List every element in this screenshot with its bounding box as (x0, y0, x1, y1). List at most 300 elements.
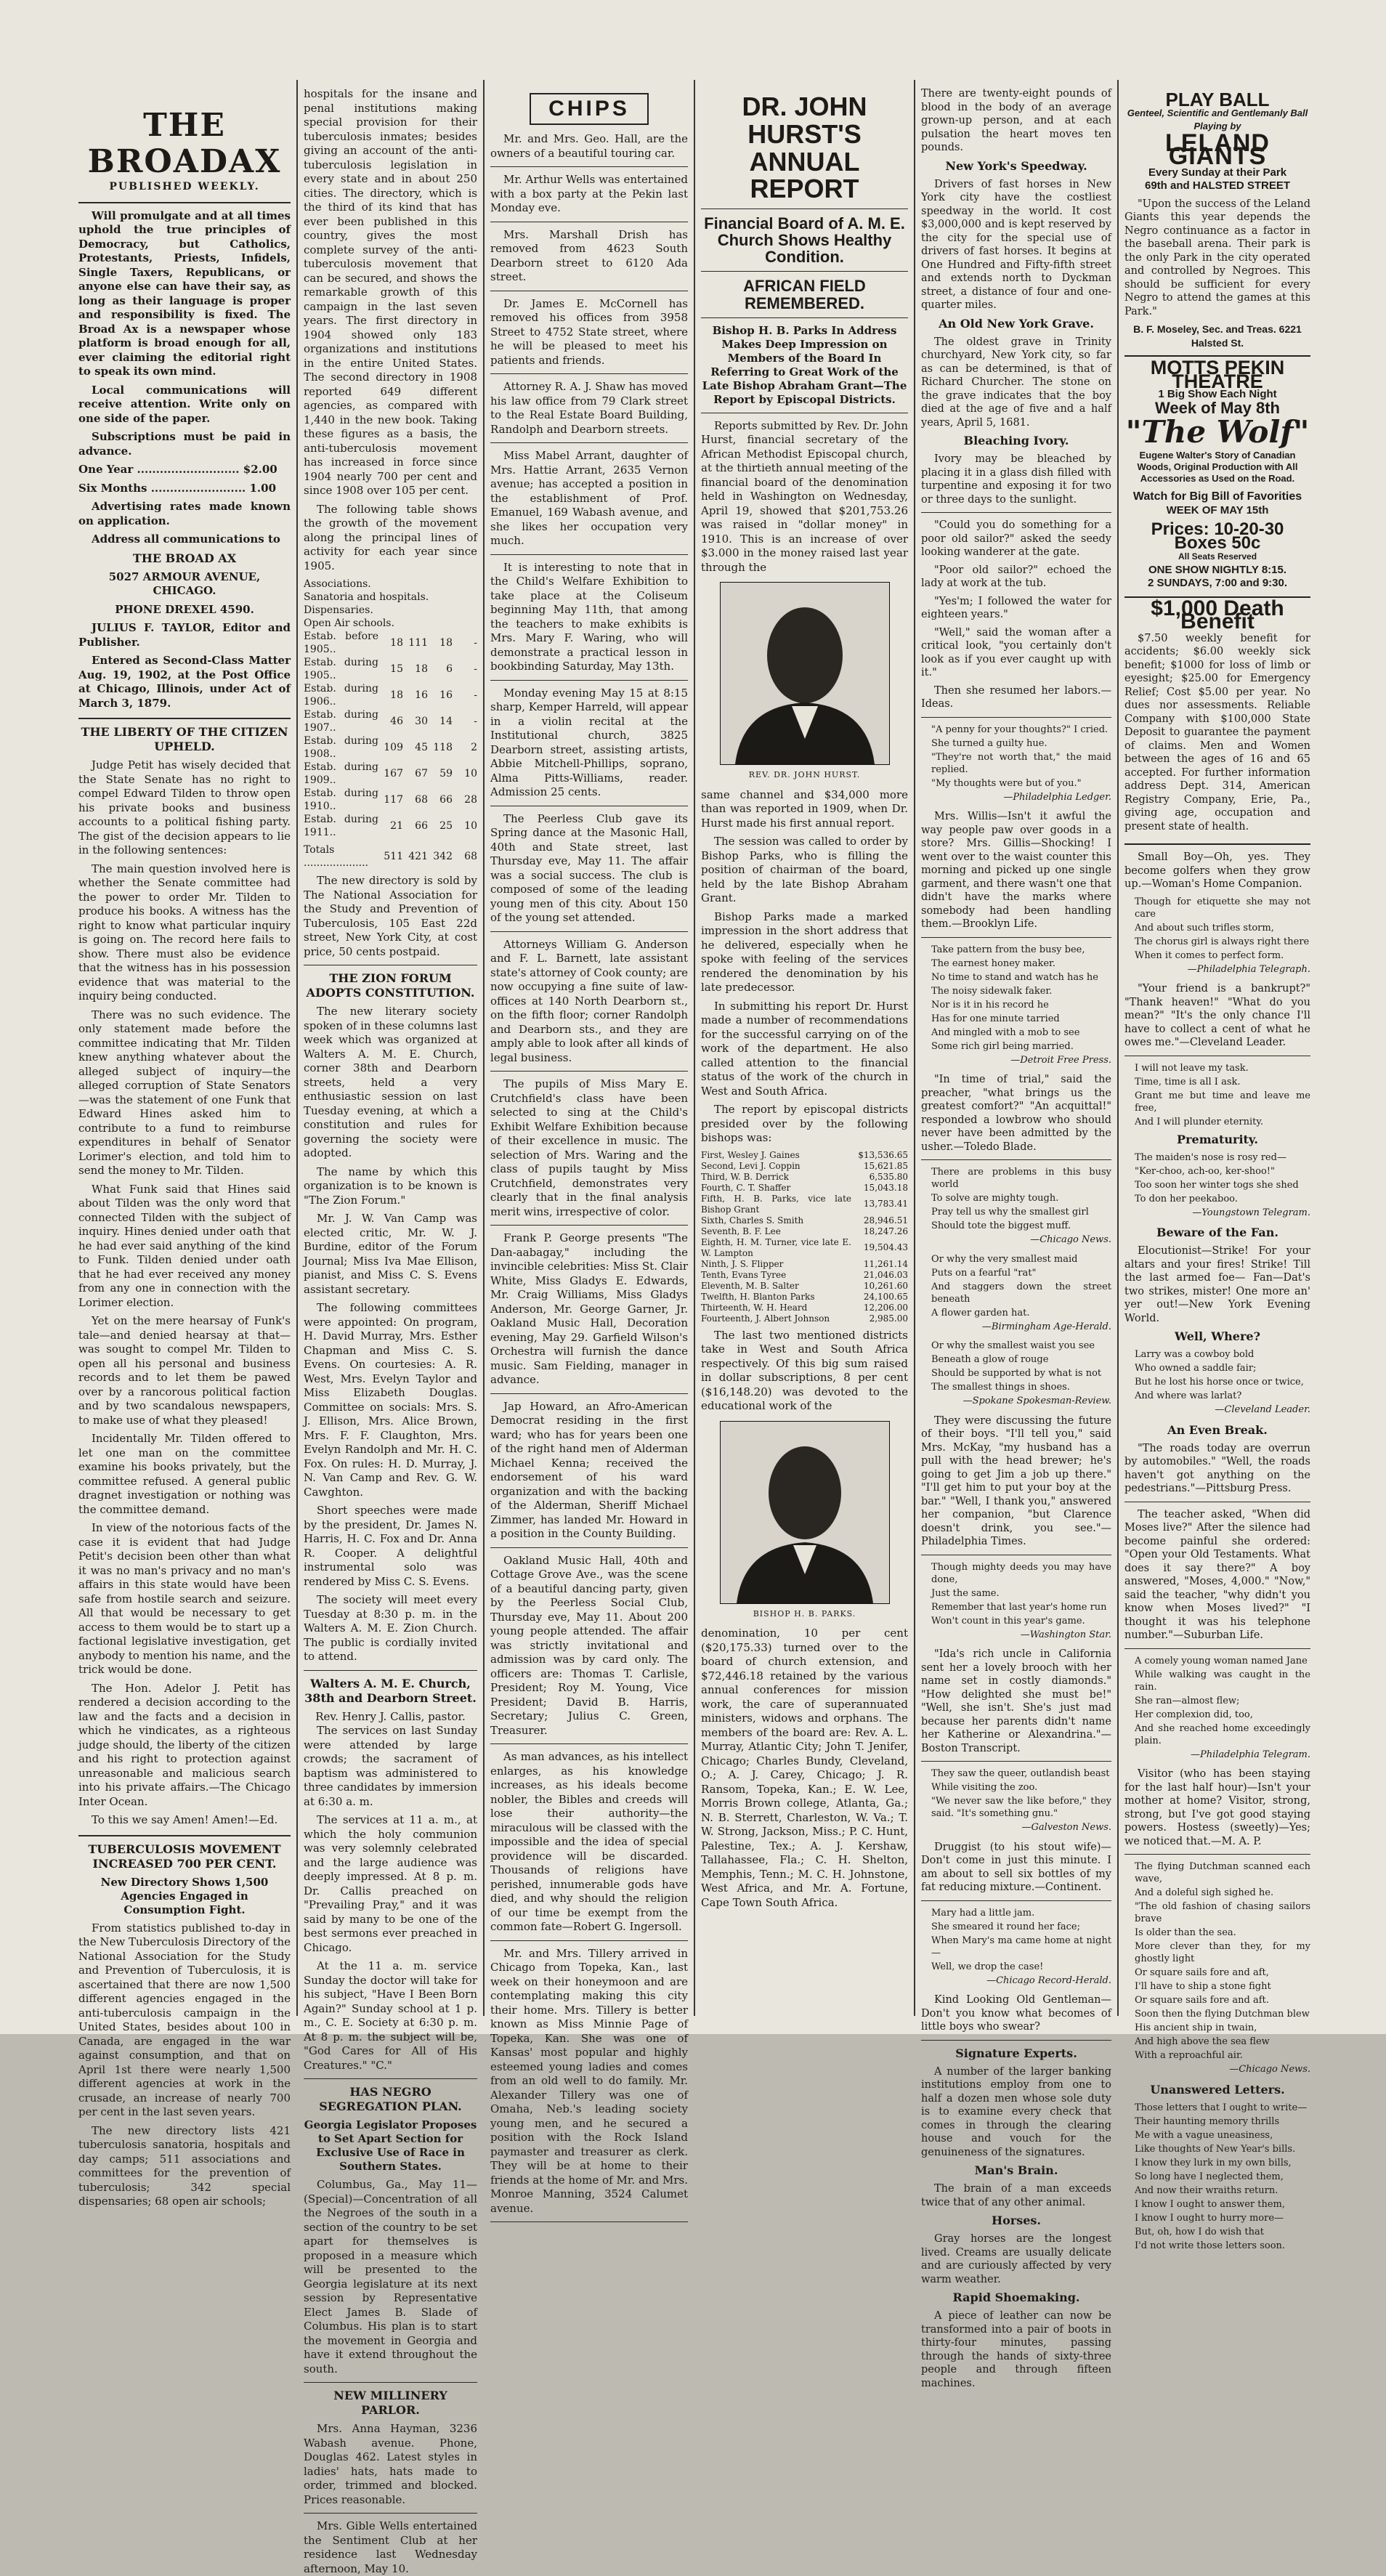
table-row (701, 1183, 908, 1194)
rate-six-months: Six Months ......................... 1.00 (78, 481, 277, 495)
table-row (701, 1237, 908, 1259)
paragraph: In submitting his report Dr. Hurst made a number of recommendations for the successful carrying on of the work of the department. He also called attention to the financial status of the work of the church in West and South Africa. (701, 999, 908, 1098)
verse-line: The noisy sidewalk faker. (931, 985, 1053, 997)
hurst-headline-1: DR. JOHN HURST'S (742, 92, 867, 149)
paragraph: "Could you do something for a poor old sailor?" asked the seedy looking wanderer at the gate. (921, 519, 1111, 558)
cell: 67 (415, 768, 428, 779)
cell: 28 (464, 794, 477, 806)
table-headings (304, 578, 477, 630)
source: —Youngstown Telegram. (1192, 1207, 1310, 1218)
cell: 18 (439, 637, 453, 649)
paragraph: Druggist (to his stout wife)—Don't come in just this minute. I am about to sell six bottles of my fat reducing mixture.—Continent. (921, 1841, 1111, 1893)
verse-line: Beneath a glow of rouge (931, 1354, 1049, 1365)
verse-line: With a reproachful air. (1135, 2050, 1243, 2061)
paragraph: The following committees were appointed: On program, H. David Murray, Mrs. Esther Chapman and Miss C. S. Evens. On courtesies: A. R. West, Mrs. Evelyn Taylor and Miss Elizabeth Douglas. Committee on socials: Mrs. S. J. Ellison, Mrs. Alice Brown, Mrs. F. F. Claughton, Mrs. Evelyn Randolph and Mr. H. C. Fox. On rules: H. D. Murray, J. N. Van Camp and Rev. G. W. Cawghton. (304, 1301, 477, 1499)
published-weekly: PUBLISHED WEEKLY. (109, 181, 260, 193)
cell: 111 (408, 637, 428, 649)
divider (490, 1743, 688, 1744)
paragraph: The report by episcopal districts presided over by the following bishops was: (701, 1103, 908, 1145)
verse-problems (921, 1166, 1111, 1409)
cell: 11,261.14 (863, 1258, 908, 1269)
table-row (701, 1292, 908, 1303)
source: —Philadelphia Telegram. (1190, 1749, 1310, 1760)
cell: 18,247.26 (863, 1226, 908, 1236)
verse-line: And where was larlat? (1135, 1390, 1242, 1401)
verse-line: Or square sails fore and aft, (1135, 1967, 1269, 1978)
paragraph: The services on last Sunday were attended by large crowds; the sacrament of baptism was administered to three candidates by immersion at 6:30 a. m. (304, 1724, 477, 1808)
column-3 (485, 87, 694, 2215)
cell: 21 (390, 820, 403, 832)
verse-line: To don her peekaboo. (1135, 1193, 1238, 1204)
ad-line: 1 Big Show Each Night (1158, 388, 1277, 400)
verse-line: I know they lurk in my own bills, (1135, 2157, 1292, 2168)
ad-title: PLAY BALL (1165, 89, 1270, 110)
cell: - (474, 663, 477, 675)
divider (490, 1393, 688, 1394)
paragraph: "Poor old sailor?" echoed the lady at work at the tub. (921, 564, 1111, 589)
list-item: Miss Mabel Arrant, daughter of Mrs. Hattie Arrant, 2635 Vernon avenue; has accepted a position in the establishment of Prof. Emanuel, 169 Wabash avenue, and she likes her occupation very much. (490, 449, 688, 547)
source: —Spokane Spokesman-Review. (962, 1396, 1111, 1406)
paragraph: Kind Looking Old Gentleman—Don't you know what becomes of little boys who swear? (921, 1994, 1111, 2033)
paragraph: "Your friend is a bankrupt?" "Thank heaven!" "What do you mean?" "It's the only chance I'll have to collect a cent of what he owes me."—Cleveland Leader. (1124, 983, 1310, 1048)
verse-beast (921, 1767, 1111, 1835)
cell: Sixth, Charles S. Smith (701, 1215, 804, 1226)
growth-totals (304, 843, 477, 870)
verse-letters (1124, 2102, 1310, 2252)
signature-headline: Signature Experts. (955, 2046, 1077, 2060)
column-6 (1119, 87, 1316, 2251)
paragraph: Yet on the mere hearsay of Funk's tale—and denied hearsay at that—was sought to compel Mr. Tilden to open all his personal and business records and to let them be pawed over by a rancorous political faction and by two scandalous newspapers, to make use of what they pleased! (78, 1314, 291, 1427)
verse-line: Though mighty deeds you may have done, (931, 1561, 1111, 1585)
ad-line: WEEK OF MAY 15th (1166, 503, 1269, 517)
verse-line: To solve are mighty tough. (931, 1193, 1059, 1204)
cell: $13,536.65 (858, 1149, 908, 1160)
advance-note: Subscriptions must be paid in advance. (78, 430, 291, 458)
cell: 117 (384, 794, 403, 806)
verse-line: And a doleful sigh sighed he. (1135, 1887, 1274, 1898)
paragraph: denomination, 10 per cent ($20,175.33) turned over to the board of church extension, and $72,446.18 retained by the various annual conferences for mission work, the care of superannuated ministers, widows and orphans. The members of the board are: Rev. A. L. Murray, Atlantic City; John T. Jenifer, Chicago; Charles Bundy, Cleveland, O.; A. J. Carey, Chicago; J. R. Ransom, Topeka, Kan.; E. W. Lee, Morris Brown college, Atlanta, Ga.; N. B. Sterrett, Charleston, W. Va.; T. W. Strong, Jackson, Miss.; P. C. Hunt, Palestine, Tex.; A. J. Kershaw, Tallahassee, Fla.; C. H. Shelton, Memphis, Tenn.; M. C. H. Johnstone, West Africa, and Mr. A. Fortune, Cape Town South Africa. (701, 1627, 908, 1909)
verse-line: Is older than the sea. (1135, 1927, 1236, 1938)
cell: 18 (390, 637, 403, 649)
cell: 342 (433, 851, 453, 862)
where-headline: Well, Where? (1175, 1329, 1260, 1343)
cell: Tenth, Evans Tyree (701, 1269, 787, 1280)
paragraph: What Funk said that Hines said about Tilden was the only word that connected Tilden with the subject of inquiry. Hines denied under oath that he had ever said anything of the kind to Funk. Tilden denied under oath that he had ever received any money from any one in connection with the Lorimer election. (78, 1182, 291, 1309)
verse-line: They saw the queer, outlandish beast (931, 1768, 1110, 1779)
table-row (304, 734, 477, 761)
table-row (701, 1226, 908, 1237)
tuberculosis-headline: TUBERCULOSIS MOVEMENT INCREASED 700 PER CENT. (88, 1842, 281, 1871)
segregation-headline: HAS NEGRO SEGREGATION PLAN. (319, 2085, 462, 2113)
table-row (701, 1215, 908, 1226)
verse-line: I know I ought to hurry more— (1135, 2212, 1284, 2224)
source: —Birmingham Age-Herald. (981, 1321, 1111, 1332)
local-note: Local communications will receive attention. Write only on one side of the paper. (78, 383, 291, 425)
cell: 2,985.00 (869, 1313, 908, 1324)
caption-parks: BISHOP H. B. PARKS. (753, 1608, 856, 1619)
cell: Fourth, C. T. Shaffer (701, 1182, 791, 1193)
cell: 45 (415, 742, 428, 753)
ad-line: Week of May 8th (1155, 398, 1280, 417)
list-item: Monday evening May 15 at 8:15 sharp, Kemper Harreld, will appear in a violin recital at the Institutional church, 3825 Dearborn street, assisting artists, Abbie Mitchell-Phillips, soprano, Alma Pitts-Williams, reader. Admission 25 cents. (490, 686, 688, 798)
ad-rates: Advertising rates made known on application. (78, 500, 291, 527)
paragraph: There are twenty-eight pounds of blood in the body of an average grown-up person, and at each pulsation the heart moves ten pounds. (921, 88, 1111, 153)
portrait-icon (721, 583, 889, 764)
cell: Eleventh, M. B. Salter (701, 1280, 799, 1291)
divider (490, 442, 688, 443)
paragraph: Judge Petit has wisely decided that the State Senate has no right to compel Edward Tilden to throw open his private books and business accounts to a political fishing party. The gist of the decision appears to lie in the following sentences: (78, 758, 291, 856)
paragraph: Visitor (who has been staying for the last half hour)—Isn't your mother at home? Visitor, strong, strong, but I've got good staying powers. Hostess (sweetly)—Yes; we noticed that.—M. A. P. (1124, 1768, 1310, 1847)
tuberculosis-deck: New Directory Shows 1,500 Agencies Engaged in Consumption Fight. (100, 1875, 269, 1916)
portrait-bishop-parks (720, 1421, 890, 1604)
liberty-headline: THE LIBERTY OF THE CITIZEN UPHELD. (81, 725, 288, 753)
source: —Philadelphia Ledger. (1003, 791, 1111, 803)
verse-line: While visiting the zoo. (931, 1782, 1038, 1793)
table-row (701, 1259, 908, 1270)
cell: First, Wesley J. Gaines (701, 1149, 800, 1160)
verse-line: And high above the sea flew (1135, 2036, 1270, 2047)
divider (490, 680, 688, 681)
cell: - (474, 637, 477, 649)
cell: 6 (446, 663, 453, 675)
list-item: Attorney R. A. J. Shaw has moved his law office from 79 Clark street to the Real Estate Board Building, Randolph and Dearborn streets. (490, 380, 688, 436)
verse-line: Soon then the flying Dutchman blew (1135, 2009, 1310, 2020)
verse-dutchman (1124, 1860, 1310, 2077)
source: —Chicago News. (1229, 2064, 1310, 2075)
verse-prematurity (1124, 1151, 1310, 1220)
divider (490, 1071, 688, 1072)
verse-line: She turned a guilty hue. (931, 737, 1047, 749)
paragraph: In view of the notorious facts of the case it is evident that had Judge Petit's decision been other than what it was no man's privacy and no man's affairs in this state would have been safe from hostile search and seizure. All that would be necessary to get access to them would be to start up a factional legislative investigation, get anybody to mention his name, and the trick would be done. (78, 1521, 291, 1676)
cell: Estab. during 1911.. (304, 814, 378, 838)
paragraph: From statistics published to-day in the New Tuberculosis Directory of the National Association for the Study and Prevention of Tuberculosis, it is ascertained that there are now 1,500 different agencies engaged in the anti-tuberculosis campaign in the United States, besides about 100 in Canada, are engaged in the war against consumption, and that on April 1st there were nearly 1,500 different agencies at work in the crusade, an increase of nearly 700 per cent in the last seven years. (78, 1921, 291, 2118)
cell: 10 (464, 820, 477, 832)
source: —Philadelphia Telegraph. (1187, 963, 1310, 975)
verse-maids (1124, 896, 1310, 977)
verse-line: The smallest things in shoes. (931, 1382, 1070, 1393)
cell: 421 (408, 851, 428, 862)
verse-line: Remember that last year's home run (931, 1601, 1107, 1613)
cell: Estab. before 1905.. (304, 631, 378, 655)
paragraph: A number of the larger banking institutions employ from one to half a dozen men whose sole duty is to examine every check that comes in through the clearing house and vouch for the genuineness of the signatures. (921, 2065, 1111, 2158)
table-row (701, 1303, 908, 1313)
hurst-deck-3: Bishop H. B. Parks In Address Makes Deep Impression on Members of the Board In Referring to Great Work of the Late Bishop Abraham Grant—The Report by Episcopal Districts. (702, 323, 907, 406)
list-item: It is interesting to note that in the Child's Welfare Exhibition to take place at the Coliseum beginning May 11th, that among the teachers to make exhibits is Mrs. Mary F. Waring, who will demonstrate a practical lesson in bookbinding Saturday, May 13th. (490, 560, 688, 673)
divider (490, 373, 688, 374)
cell: 15,621.85 (863, 1160, 908, 1171)
verse-line: Should be supported by what is not (931, 1368, 1102, 1379)
cell: 46 (390, 716, 403, 727)
verse-line: Who owned a saddle fair; (1135, 1363, 1257, 1374)
cell: Estab. during 1905.. (304, 657, 378, 681)
paragraph: "In time of trial," said the preacher, "what brings us the greatest comfort?" "An acquittal!" responded a lowbrow who should never have been admitted by the usher.—Toledo Blade. (921, 1074, 1111, 1153)
cell: 68 (415, 794, 428, 806)
cell: 68 (464, 851, 477, 862)
paragraph: The session was called to order by Bishop Parks, who is filling the position of chairman of the board, held by the late Bishop Abraham Grant. (701, 835, 908, 905)
paragraph: The oldest grave in Trinity churchyard, New York city, so far as can be determined, is that of Richard Churcher. The stone on the grave indicates that the boy died at the age of five and a half years, April 5, 1681. (921, 336, 1111, 429)
portrait-john-hurst (720, 582, 890, 765)
list-item: Mr. Arthur Wells was entertained with a box party at the Pekin last Monday eve. (490, 173, 688, 214)
phone: PHONE DREXEL 4590. (115, 602, 254, 616)
hurst-headline-2: ANNUAL REPORT (749, 146, 860, 204)
verse-line: Grant me but time and leave me free, (1135, 1090, 1310, 1114)
list-item: The pupils of Miss Mary E. Crutchfield's class have been selected to sing at the Child's Exhibit Welfare Exhibition because of their excellence in music. The selection of Mrs. Waring and the class of pupils taught by Miss Crutchfield, demonstrates very clearly that in the final analysis merit wins, irrespective of color. (490, 1077, 688, 1218)
cell: 10 (464, 768, 477, 779)
paragraph: Drivers of fast horses in New York city have the costliest speedway in the world. It cost $3,000,000 and is kept reserved by the city for the special use of drivers of fast horses. It begins at One Hundred and Fifty-fifth street and extends north to Dyckman street, a distance of four and one-quarter miles. (921, 178, 1111, 311)
verse-line: Me with a vague uneasiness, (1135, 2129, 1273, 2141)
segregation-deck: Georgia Legislator Proposes to Set Apart Section for Exclusive Use of Race in Southern States. (304, 2118, 477, 2173)
source: —Chicago Record-Herald. (986, 1974, 1111, 1986)
cell: Ninth, J. S. Flipper (701, 1258, 784, 1269)
verse-line: The flying Dutchman scanned each wave, (1135, 1861, 1310, 1884)
verse-line: Should tote the biggest muff. (931, 1220, 1071, 1231)
source: —Detroit Free Press. (1010, 1054, 1111, 1066)
portrait-icon (721, 1422, 889, 1603)
paragraph: "Ida's rich uncle in California sent her a lovely brooch with her name set in costly diamonds." "How delighted she must be!" "Well, she isn't. She's just mad because her parents didn't name her Katherine or Alexandrina."—Boston Transcript. (921, 1648, 1111, 1754)
verse-line: While walking was caught in the rain. (1135, 1669, 1310, 1693)
table-row (701, 1313, 908, 1324)
cell: 59 (439, 768, 453, 779)
ad-line: All Seats Reserved (1178, 551, 1257, 562)
cell: 18 (415, 663, 428, 675)
paragraph: A piece of leather can now be transformed into a pair of boots in thirty-four minutes, passing through the hands of sixty-three people and through fifteen machines. (921, 2310, 1111, 2389)
verse-line: Too soon her winter togs she shed (1135, 1179, 1299, 1191)
heading: Associations. (304, 578, 371, 590)
cell: 15,043.18 (863, 1182, 908, 1193)
cell: 21,046.03 (863, 1269, 908, 1280)
paragraph: The services at 11 a. m., at which the holy communion was very solemnly celebrated and the large audience was deeply impressed. At 8 p. m. Dr. Callis preached on "Prevailing Pray," and it was said by many to be one of the best sermons ever preached in Chicago. (304, 1813, 477, 1954)
verse-line: Or square sails fore and aft. (1135, 1995, 1269, 2006)
verse-line: The earnest honey maker. (931, 957, 1055, 969)
cell: - (474, 689, 477, 701)
table-row (304, 787, 477, 813)
paragraph: "The roads today are overrun by automobiles." "Well, the roads haven't got anything on the pedestrians."—Pittsburg Press. (1124, 1442, 1310, 1494)
paragraph: The new literary society spoken of in these columns last week which was organized at Walters A. M. E. Church, corner 38th and Dearborn streets, held a very enthusiastic session on last Tuesday evening, at which a constitution and rules for governing the society were adopted. (304, 1005, 477, 1159)
cell: 66 (415, 820, 428, 832)
paragraph: "Yes'm; I followed the water for eighteen years." (921, 595, 1111, 620)
verse-line: Their haunting memory thrills (1135, 2115, 1280, 2127)
paragraph: Bishop Parks made a marked impression in the short address that he delivered, especially when he spoke with feeling of the services rendered the denomination by his late predecessor. (701, 910, 908, 995)
table-row (701, 1150, 908, 1161)
paragraph: The society will meet every Tuesday at 8:30 p. m. in the Walters A. M. E. Zion Church. The public is cordially invited to attend. (304, 1593, 477, 1663)
verse-line: And now their wraiths return. (1135, 2184, 1278, 2196)
table-row (304, 843, 477, 870)
cell: 28,946.51 (863, 1215, 908, 1226)
cell: Estab. during 1906.. (304, 683, 378, 708)
paragraph: hospitals for the insane and penal institutions making special provision for their tuberculosis inmates; besides giving an account of the anti-tuberculosis legislation in every state and in about 250 cities. The directory, which is the third of its kind that has ever been published in this country, gives the most complete survey of the anti-tuberculosis movement that can be secured, and shows the remarkable growth of this campaign in the last seven years. The first directory in 1904 showed only 183 organizations and institutions in the entire United States. The second directory in 1908 reported 649 different agencies, as compared with 1,440 in the new book. Taking these figures as a basis, the anti-tuberculosis movement has increased in force since 1904 nearly 700 per cent and since 1908 over 105 per cent. (304, 87, 477, 497)
paragraph: $7.50 weekly benefit for accidents; $6.00 weekly sick benefit; $1000 for loss of limb or eyesight; $25.00 for Emergency Relief; Cost $5.00 per year. No dues nor assessments. Reliable Company with $100,000 State Deposit to guarantee the payment of claims. Men and Women between the ages of 16 and 65 accepted. For further information address Dept. 314, American Registry Company, Erie, Pa., giving age, occupation and present state of health. (1124, 632, 1310, 833)
verse-line: The maiden's nose is rosy red— (1135, 1151, 1286, 1163)
rate-one-year: One Year ........................... $2.00 (78, 463, 277, 476)
paragraph: The brain of a man exceeds twice that of any other animal. (921, 2183, 1111, 2208)
paragraph: "Well," said the woman after a critical look, "you certainly don't look as if you ever caught up with it." (921, 626, 1111, 679)
verse-line: Take pattern from the busy bee, (931, 944, 1085, 955)
list-item: Jap Howard, an Afro-American Democrat residing in the first ward; who has for years been one of the right hand men of Alderman Michael Kenna; received the endorsement of his ward organization and with the backing of the Alderman, Sheriff Michael Zimmer, has landed Mr. Howard in a position in the County Building. (490, 1399, 688, 1540)
paragraph: Mr. J. W. Van Camp was elected critic, Mr. W. J. Burdine, editor of the Forum Journal; Miss Iva Mae Ellison, pianist, and Miss C. S. Evens assistant secretary. (304, 1212, 477, 1296)
paragraph: To this we say Amen! Amen!—Ed. (92, 1813, 278, 1826)
verse-task (1124, 1062, 1310, 1128)
ad-line: B. F. Moseley, Sec. and Treas. 6221 Halsted St. (1133, 323, 1302, 349)
verse-line: No time to stand and watch has he (931, 971, 1098, 983)
verse-line: Like thoughts of New Year's bills. (1135, 2143, 1296, 2155)
ad-prices: Prices: 10-20-30 Boxes 50c (1151, 519, 1284, 553)
list-item: Dr. James E. McCornell has removed his offices from 3958 Street to 4752 State street, where he will be pleased to meet his patients and friends. (490, 296, 688, 367)
paragraph: The last two mentioned districts take in West and South Africa respectively. Of this big sum raised in dollar subscriptions, 8 per cent ($16,148.20) was devoted to the educational work of the (701, 1328, 908, 1413)
table-row (701, 1281, 908, 1292)
verse-line: Larry was a cowboy bold (1135, 1349, 1255, 1360)
verse-line: A flower garden hat. (931, 1307, 1030, 1319)
street-address: 5027 ARMOUR AVENUE, CHICAGO. (108, 570, 261, 597)
ad-line: Eugene Walter's Story of Canadian Woods, Original Production with All Accessories as Used on the Road. (1137, 450, 1298, 484)
cell: 511 (384, 851, 403, 862)
column-5 (915, 87, 1117, 2389)
table-row (304, 682, 477, 708)
verse-line: Pray tell us why the smallest girl (931, 1207, 1089, 1218)
table-row (701, 1270, 908, 1281)
cell: Second, Levi J. Coppin (701, 1160, 801, 1171)
ad-title: MOTTS PEKIN THEATRE (1150, 357, 1285, 392)
divider (490, 554, 688, 555)
editor: JULIUS F. TAYLOR, Editor and Publisher. (78, 621, 291, 649)
verse-penny (921, 724, 1111, 805)
paragraph: They were discussing the future of their boys. "I'll tell you," said Mrs. McKay, "my husband has a pull with the head brewer; he's going to get Jim a job up there." "I'll get him to put your boy at the bar." "Well, I thank you," answered her companion, "but Clarence doesn't drink, you see."—Philadelphia Times. (921, 1414, 1111, 1547)
column-1 (73, 87, 296, 2208)
cell: 167 (384, 768, 403, 779)
source: —Galveston News. (1021, 1822, 1111, 1833)
district-table (701, 1150, 908, 1324)
cell: Eighth, H. M. Turner, vice late E. W. Lampton (701, 1236, 851, 1258)
verse-line: His ancient ship in twain, (1135, 2022, 1257, 2033)
list-item: Mr. and Mrs. Geo. Hall, are the owners of a beautiful touring car. (490, 132, 688, 160)
cell: - (474, 716, 477, 727)
verse-line: "They're not worth that," the maid replied. (931, 751, 1111, 775)
cell: Estab. during 1909.. (304, 761, 378, 786)
verse-line: And mingled with a mob to see (931, 1026, 1080, 1038)
column-4 (695, 87, 914, 2016)
heading: Sanatoria and hospitals. (304, 591, 429, 603)
verse-line: So long have I neglected them, (1135, 2171, 1284, 2182)
cell: 13,783.41 (863, 1199, 908, 1210)
verse-line: And about such trifles storm, (1135, 922, 1274, 933)
cell: 18 (390, 689, 403, 701)
list-item: Oakland Music Hall, 40th and Cottage Grove Ave., was the scene of a beautiful dancing party, given by the Peerless Social Club, Thursday eve, May 11. About 200 young people attended. The affair was strictly invitational and admission was by card only. The officers are: Thomas T. Carlisle, President; Roy M. Young, Vice President; David B. Harris, Secretary; Julius C. Green, Treasurer. (490, 1553, 688, 1737)
table-row (304, 813, 477, 839)
paragraph: Reports submitted by Rev. Dr. John Hurst, financial secretary of the African Methodist Episcopal church, at the thirtieth annual meeting of the financial board of the denomination held in Washington on Wednesday, April 19, showed that $201,753.26 was raised in "dollar money" in 1910. This is an increase of over $3.000 in the money raised last year through the (701, 418, 908, 574)
verse-line: "My thoughts were but of you." (931, 777, 1082, 789)
pekin-theatre-ad (1124, 357, 1310, 598)
millinery-headline: NEW MILLINERY PARLOR. (333, 2389, 447, 2417)
paragraph: Mrs. Anna Hayman, 3236 Wabash avenue. Phone, Douglas 462. Latest styles in ladies' hats, hats made to order, trimmed and blocked. Prices reasonable. (304, 2422, 477, 2506)
verse-line: "We never saw the like before," they said. "It's something gnu." (931, 1796, 1111, 1819)
cell: Twelfth, H. Blanton Parks (701, 1291, 815, 1302)
paragraph: "Upon the success of the Leland Giants this year depends the Negro continuance as a factor in the baseball arena. Their park is the only Park in the city operated and controlled by Negroes. This should be sufficient for every Negro to attend the games at this Park." (1124, 198, 1310, 317)
paragraph: The new directory is sold by The National Association for the Study and Prevention of Tuberculosis, 105 East 22d street, New York City, at cost price, 50 cents postpaid. (304, 874, 477, 958)
cell: 109 (384, 742, 403, 753)
paragraph: The name by which this organization is to be known is "The Zion Forum." (304, 1165, 477, 1207)
leland-giants-ad (1124, 89, 1310, 357)
table-row (701, 1161, 908, 1172)
cell: Totals .................... (304, 844, 369, 869)
verse-line: I'd not write those letters soon. (1135, 2240, 1286, 2251)
verse-line: Puts on a fearful "rat" (931, 1267, 1037, 1279)
chips-banner: CHIPS (530, 93, 649, 125)
cell: Estab. during 1907.. (304, 709, 378, 734)
policy-text: Will promulgate and at all times uphold the true principles of Democracy, but Catholics, Protestants, Priests, Infidels, Single Taxers, Republicans, or anyone else can have their say, as long as their language is proper and responsibility is fixed. The Broad Ax is a newspaper whose platform is broad enough for all, ever claiming the editorial right to speak its own mind. (78, 208, 291, 378)
table-row (304, 656, 477, 682)
cell: Estab. during 1908.. (304, 735, 378, 760)
verse-line: Time, time is all I ask. (1135, 1076, 1241, 1087)
paragraph: Short speeches were made by the president, Dr. James N. Harris, H. C. Fox and Dr. Anna R. Cooper. A delightful instrumental solo was rendered by Miss C. S. Evens. (304, 1504, 477, 1588)
liberty-article (78, 758, 291, 1828)
entered-note: Entered as Second-Class Matter Aug. 19, 1902, at the Post Office at Chicago, Illinois, under Act of March 3, 1879. (78, 654, 291, 710)
prematurity-headline: Prematurity. (1177, 1132, 1258, 1146)
chips-items (490, 132, 688, 2222)
cell: Third, W. B. Derrick (701, 1171, 789, 1182)
list-item: Attorneys William G. Anderson and F. L. Barnett, late assistant state's attorney of Cook county; are now occupying a fine suite of law-offices at 140 North Dearborn st., on the fifth floor; corner Randolph and Dearborn sts., and they are amply able to look after all kinds of legal business. (490, 937, 688, 1064)
ivory-headline: Bleaching Ivory. (963, 434, 1069, 447)
verse-line: Won't count in this year's game. (931, 1615, 1085, 1627)
verse-line: Or why the very smallest maid (931, 1253, 1078, 1265)
cell: 118 (433, 742, 453, 753)
cell: 25 (439, 820, 453, 832)
divider (490, 1225, 688, 1226)
hurst-deck-1: Financial Board of A. M. E. Church Shows Healthy Condition. (704, 214, 905, 267)
cell: 12,206.00 (863, 1302, 908, 1313)
paragraph: Ivory may be bleached by placing it in a glass dish filled with turpentine and exposing it for two or three days to the sunlight. (921, 453, 1111, 506)
verse-line: There are problems in this busy world (931, 1167, 1111, 1190)
cell: 16 (439, 689, 453, 701)
cell: 15 (390, 663, 403, 675)
death-benefit-ad (1124, 598, 1310, 846)
verse-line: Well, we drop the case! (931, 1961, 1044, 1972)
ad-title: $1,000 Death Benefit (1151, 596, 1284, 633)
cell: Fourteenth, J. Albert Johnson (701, 1313, 830, 1324)
cell: Seventh, B. F. Lee (701, 1226, 781, 1236)
divider (490, 166, 688, 167)
verse-line: But he lost his horse once or twice, (1135, 1377, 1304, 1388)
source: —Washington Star. (1020, 1629, 1111, 1640)
shoemaking-headline: Rapid Shoemaking. (952, 2291, 1080, 2304)
ad-line: ONE SHOW NIGHTLY 8:15. (1148, 563, 1287, 576)
verse-jane (1124, 1655, 1310, 1762)
paragraph: Gray horses are the longest lived. Creams are usually delicate and are curiously affected by very warm weather. (921, 2233, 1111, 2285)
paragraph: Mrs. Gible Wells entertained the Sentiment Club at her residence last Wednesday afternoon, May 10. (304, 2519, 477, 2575)
paragraph: There was no such evidence. The only statement made before the committee indicating that Mr. Tilden knew anything whatever about the alleged subject of inquiry—the alleged corruption of State Senators—was the statement of one Funk that Edward Hines asked him to contribute to a fund to reimburse expenditures in behalf of Senator Lorimer's election, and told him to send the money to Mr. Tilden. (78, 1008, 291, 1177)
verse-line: Has for one minute tarried (931, 1013, 1060, 1024)
paragraph: Mrs. Willis—Isn't it awful the way people paw over goods in a store? Mrs. Gillis—Shocking! I went over to the waist counter this morning and picked up one single garment, and there wasn't one that didn't have the marks where somebody had been handling them.—Brooklyn Life. (921, 811, 1111, 930)
verse-line: The chorus girl is always right there (1135, 936, 1310, 947)
cell: 19,504.43 (863, 1242, 908, 1253)
caption-hurst: REV. DR. JOHN HURST. (748, 770, 861, 780)
verse-line: Her complexion did, too, (1135, 1709, 1253, 1720)
verse-line: Though for etiquette she may not care (1135, 896, 1310, 920)
cell: Fifth, H. B. Parks, vice late Bishop Grant (701, 1193, 851, 1215)
hurst-deck-2: AFRICAN FIELD REMEMBERED. (743, 277, 866, 312)
verse-line: More clever than they, for my ghostly light (1135, 1941, 1310, 1964)
cell: 66 (439, 794, 453, 806)
verse-line: And I will plunder eternity. (1135, 1116, 1264, 1127)
masthead: THE BROADAX (87, 107, 282, 180)
verse-line: Nor is it in his record he (931, 999, 1049, 1010)
divider (490, 2221, 688, 2222)
brain-headline: Man's Brain. (974, 2163, 1058, 2177)
paragraph: Small Boy—Oh, yes. They become golfers when they grow up.—Woman's Home Companion. (1124, 851, 1310, 890)
cell: 30 (415, 716, 428, 727)
table-row (304, 708, 477, 734)
paragraph: Columbus, Ga., May 11—(Special)—Concentration of all the Negroes of the south in a section of the country to be set apart for themselves is proposed in a measure which will be presented to the Georgia legislature at its next session by Representative Elect James B. Slade of Columbus. His plan is to start the movement in Georgia and have it extend throughout the south. (304, 2178, 477, 2375)
verse-line: I will not leave my task. (1135, 1062, 1249, 1074)
verse-line: "A penny for your thoughts?" I cried. (931, 724, 1109, 735)
